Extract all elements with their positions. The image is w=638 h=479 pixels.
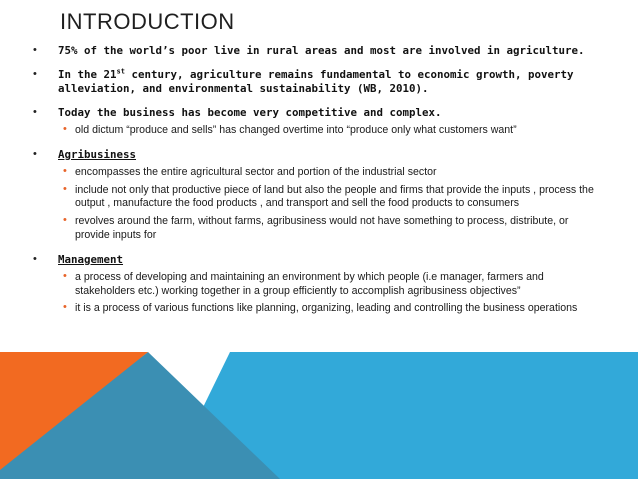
bullet-text	[58, 68, 594, 96]
superscript-text: st	[116, 67, 125, 76]
bullet-icon: •	[33, 68, 37, 80]
sub-bullet-text: a process of developing and maintaining an environment by which people (i.e manager, farmers and stakeholders etc.) working together in a group efficiently to accomplish agribusiness objectives”	[75, 270, 544, 297]
sub-bullet-text: old dictum “produce and sells” has changed overtime into “produce only what customers want”	[75, 124, 517, 136]
bullet-text-part: century, agriculture remains fundamental to economic growth, poverty alleviation, and environmental sustainability (WB, 2010).	[58, 68, 574, 95]
bullet-icon: •	[33, 106, 37, 118]
sub-bullet-text: include not only that productive piece of land but also the people and firms that provide the inputs , process the output , manufacture the food products , and transport and sell the food products to consumers	[75, 183, 594, 210]
sub-bullet-item	[0, 302, 630, 316]
sub-bullet-text: it is a process of various functions like planning, organizing, leading and controlling the business operations	[75, 302, 578, 315]
bullet-icon: •	[33, 147, 37, 160]
sub-bullet-icon: •	[63, 123, 67, 135]
bullet-text: Management	[58, 252, 124, 266]
bullet-item	[0, 106, 630, 120]
bullet-item	[0, 68, 630, 96]
bullet-item	[0, 253, 630, 267]
sub-bullet-text: revolves around the farm, without farms, agribusiness would not have something to process, distribute, or provide inputs for	[75, 215, 569, 241]
bullet-text: Today the business has become very competitive and complex.	[58, 106, 442, 119]
bullet-text-part: In the 21	[58, 68, 117, 81]
sub-bullet-icon: •	[63, 269, 67, 282]
sub-bullet-icon: •	[63, 182, 67, 195]
bullet-list	[0, 44, 630, 316]
bullet-text: 75% of the world’s poor live in rural areas and most are involved in agriculture.	[58, 44, 585, 57]
sub-bullet-item	[0, 215, 630, 243]
sub-bullet-text: encompasses the entire agricultural sector and portion of the industrial sector	[75, 165, 437, 178]
bullet-text: Agribusiness	[58, 147, 137, 161]
sub-bullet-item	[0, 166, 630, 180]
sub-bullet-icon: •	[63, 164, 67, 177]
bullet-icon: •	[33, 44, 37, 56]
slide-title: INTRODUCTION	[60, 9, 235, 34]
sub-bullet-item	[0, 271, 630, 299]
bullet-item	[0, 44, 630, 58]
sub-bullet-item	[0, 124, 630, 138]
bullet-item	[0, 148, 630, 162]
bullet-icon: •	[33, 252, 37, 265]
sub-bullet-item	[0, 184, 630, 212]
sub-bullet-icon: •	[63, 214, 67, 227]
sub-bullet-icon: •	[63, 301, 67, 314]
